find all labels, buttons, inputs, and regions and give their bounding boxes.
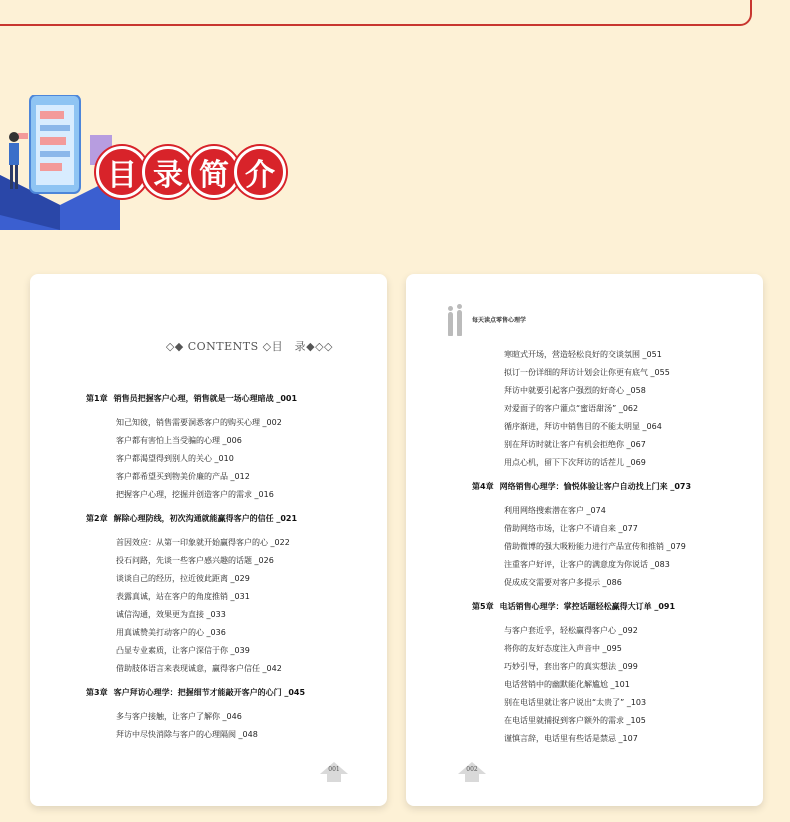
page-number-marker bbox=[458, 762, 486, 782]
toc-section: 多与客户接触，让客户了解你 _046 bbox=[116, 712, 242, 721]
chapter-title: 电话销售心理学：掌控话题轻松赢得大订单 _091 bbox=[499, 602, 676, 611]
toc-section: 凸显专业素质，让客户深信于你 _039 bbox=[116, 646, 250, 655]
contents-heading: ◇◆ CONTENTS ◇目 录◆◇◇ bbox=[165, 340, 333, 353]
toc-section: 用真诚赞美打动客户的心 _036 bbox=[116, 628, 226, 637]
toc-section: 拟订一份详细的拜访计划会让你更有底气 _055 bbox=[504, 368, 670, 377]
toc-section: 寒暄式开场，营造轻松良好的交谈氛围 _051 bbox=[504, 350, 662, 359]
toc-section: 客户都渴望得到别人的关心 _010 bbox=[116, 454, 234, 463]
toc-chapter bbox=[472, 601, 675, 612]
toc-section: 表露真诚，站在客户的角度推销 _031 bbox=[116, 592, 250, 601]
running-head bbox=[446, 302, 526, 336]
toc-chapter bbox=[86, 687, 305, 698]
chapter-number: 第1章 bbox=[86, 394, 108, 403]
toc-section: 别在电话里就让客户说出“太贵了” _103 bbox=[504, 698, 647, 707]
toc-section: 电话营销中的幽默能化解尴尬 _101 bbox=[504, 680, 630, 689]
toc-section: 拜访中尽快消除与客户的心理隔阂 _048 bbox=[116, 730, 258, 739]
page-number-marker bbox=[320, 762, 348, 782]
toc-section: 客户都希望买到物美价廉的产品 _012 bbox=[116, 472, 250, 481]
toc-section: 与客户套近乎，轻松赢得客户心 _092 bbox=[504, 626, 638, 635]
chapter-number: 第2章 bbox=[86, 514, 108, 523]
toc-section: 首因效应：从第一印象就开始赢得客户的心 _022 bbox=[116, 538, 290, 547]
toc-section: 客户都有害怕上当受骗的心理 _006 bbox=[116, 436, 242, 445]
toc-section: 别在拜访时就让客户有机会拒绝你 _067 bbox=[504, 440, 646, 449]
running-title: 每天读点零售心理学 bbox=[472, 316, 527, 324]
toc-chapter bbox=[86, 393, 297, 404]
toc-section: 利用网络搜索潜在客户 _074 bbox=[504, 506, 606, 515]
toc-section: 循序渐进，拜访中销售目的不能太明显 _064 bbox=[504, 422, 662, 431]
toc-section: 把握客户心理，挖掘并创造客户的需求 _016 bbox=[116, 490, 274, 499]
toc-section: 投石问路，先谈一些客户感兴趣的话题 _026 bbox=[116, 556, 274, 565]
chapter-title: 客户拜访心理学：把握细节才能敲开客户的心门 _045 bbox=[113, 688, 306, 697]
title-char: 录 bbox=[142, 146, 194, 198]
toc-page-right bbox=[406, 274, 763, 806]
title-char: 目 bbox=[96, 146, 148, 198]
toc-page-left bbox=[30, 274, 387, 806]
chapter-number: 第3章 bbox=[86, 688, 108, 697]
page-number: 001 bbox=[328, 766, 340, 773]
toc-section: 借助微博的强大吸粉能力进行产品宣传和推销 _079 bbox=[504, 542, 686, 551]
toc-section: 借助网络市场，让客户不请自来 _077 bbox=[504, 524, 638, 533]
chapter-title: 解除心理防线，初次沟通就能赢得客户的信任 _021 bbox=[113, 514, 298, 523]
chapter-title: 销售员把握客户心理，销售就是一场心理暗战 _001 bbox=[113, 394, 298, 403]
toc-section: 拜访中就要引起客户强烈的好奇心 _058 bbox=[504, 386, 646, 395]
chapter-title: 网络销售心理学：愉悦体验让客户自动找上门来 _073 bbox=[499, 482, 692, 491]
toc-chapter bbox=[86, 513, 297, 524]
toc-section: 谈谈自己的经历，拉近彼此距离 _029 bbox=[116, 574, 250, 583]
toc-section: 对爱面子的客户灌点“蜜语甜汤” _062 bbox=[504, 404, 639, 413]
toc-section: 注重客户好评，让客户的满意度为你说话 _083 bbox=[504, 560, 670, 569]
toc-section: 促成成交需要对客户多提示 _086 bbox=[504, 578, 622, 587]
toc-chapter bbox=[472, 481, 691, 492]
chapter-number: 第5章 bbox=[472, 602, 494, 611]
toc-section: 用点心机，留下下次拜访的话茬儿 _069 bbox=[504, 458, 646, 467]
page-number: 002 bbox=[466, 766, 478, 773]
toc-section: 知己知彼，销售需要洞悉客户的购买心理 _002 bbox=[116, 418, 282, 427]
title-badge-group bbox=[96, 146, 280, 198]
toc-section: 在电话里就捕捉到客户额外的需求 _105 bbox=[504, 716, 646, 725]
people-icon bbox=[446, 302, 464, 336]
title-char: 简 bbox=[188, 146, 240, 198]
top-frame bbox=[0, 0, 752, 26]
toc-section: 诚信沟通，效果更为直接 _033 bbox=[116, 610, 226, 619]
toc-section: 谨慎言辞，电话里有些话是禁忌 _107 bbox=[504, 734, 638, 743]
toc-section: 巧妙引导，套出客户的真实想法 _099 bbox=[504, 662, 638, 671]
chapter-number: 第4章 bbox=[472, 482, 494, 491]
toc-section: 借助肢体语言来表现诚意，赢得客户信任 _042 bbox=[116, 664, 282, 673]
title-char: 介 bbox=[234, 146, 286, 198]
toc-section: 将你的友好态度注入声音中 _095 bbox=[504, 644, 622, 653]
